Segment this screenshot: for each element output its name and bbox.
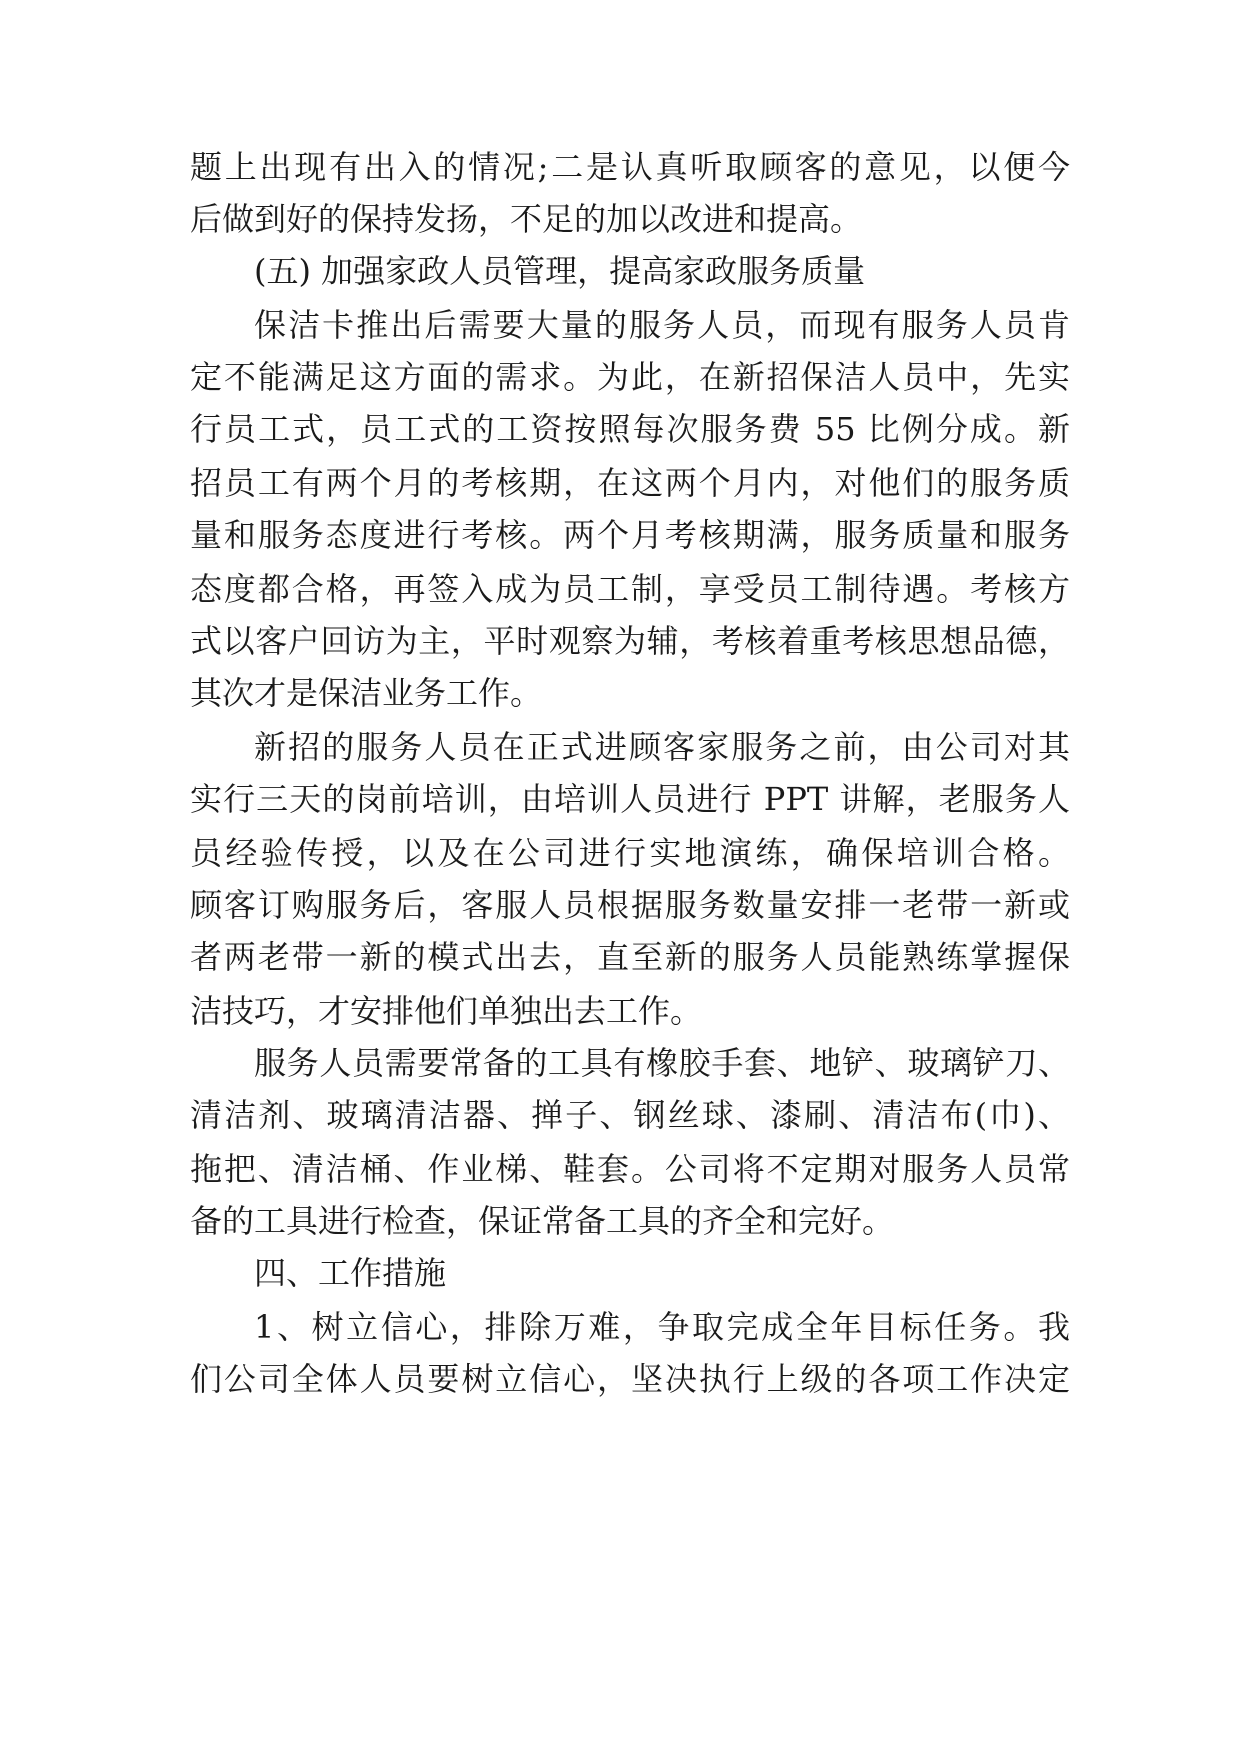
- text-line: 者两老带一新的模式出去，直至新的服务人员能熟练掌握保: [190, 938, 1070, 976]
- text-line: 后做到好的保持发扬，不足的加以改进和提高。: [190, 200, 863, 238]
- text-line: 量和服务态度进行考核。两个月考核期满，服务质量和服务: [190, 516, 1070, 554]
- section-heading: (五) 加强家政人员管理，提高家政服务质量: [254, 252, 866, 290]
- text-line: 行员工式，员工式的工资按照每次服务费 55 比例分成。新: [190, 410, 1070, 448]
- text-line: 其次才是保洁业务工作。: [190, 674, 543, 712]
- text-line: 实行三天的岗前培训，由培训人员进行 PPT 讲解，老服务人: [190, 780, 1070, 818]
- text-line: 洁技巧，才安排他们单独出去工作。: [190, 992, 703, 1030]
- text-line: 态度都合格，再签入成为员工制，享受员工制待遇。考核方: [190, 570, 1070, 608]
- text-line: 定不能满足这方面的需求。为此，在新招保洁人员中，先实: [190, 358, 1070, 396]
- text-line: 1、树立信心，排除万难，争取完成全年目标任务。我: [254, 1308, 1070, 1346]
- text-line: 备的工具进行检查，保证常备工具的齐全和完好。: [190, 1202, 895, 1240]
- text-line: 招员工有两个月的考核期，在这两个月内，对他们的服务质: [190, 464, 1070, 502]
- text-line: 们公司全体人员要树立信心，坚决执行上级的各项工作决定: [190, 1360, 1070, 1398]
- section-heading: 四、工作措施: [254, 1254, 447, 1292]
- text-line: 式以客户回访为主，平时观察为辅，考核着重考核思想品德，: [190, 622, 1070, 660]
- text-line: 保洁卡推出后需要大量的服务人员，而现有服务人员肯: [254, 306, 1070, 344]
- text-line: 员经验传授，以及在公司进行实地演练，确保培训合格。: [190, 834, 1070, 872]
- text-line: 新招的服务人员在正式进顾客家服务之前，由公司对其: [254, 728, 1070, 766]
- text-line: 服务人员需要常备的工具有橡胶手套、地铲、玻璃铲刀、: [254, 1044, 1070, 1082]
- text-line: 清洁剂、玻璃清洁器、掸子、钢丝球、漆刷、清洁布(巾)、: [190, 1096, 1070, 1134]
- text-line: 拖把、清洁桶、作业梯、鞋套。公司将不定期对服务人员常: [190, 1150, 1070, 1188]
- text-line: 题上出现有出入的情况;二是认真听取顾客的意见，以便今: [190, 148, 1070, 186]
- text-line: 顾客订购服务后，客服人员根据服务数量安排一老带一新或: [190, 886, 1070, 924]
